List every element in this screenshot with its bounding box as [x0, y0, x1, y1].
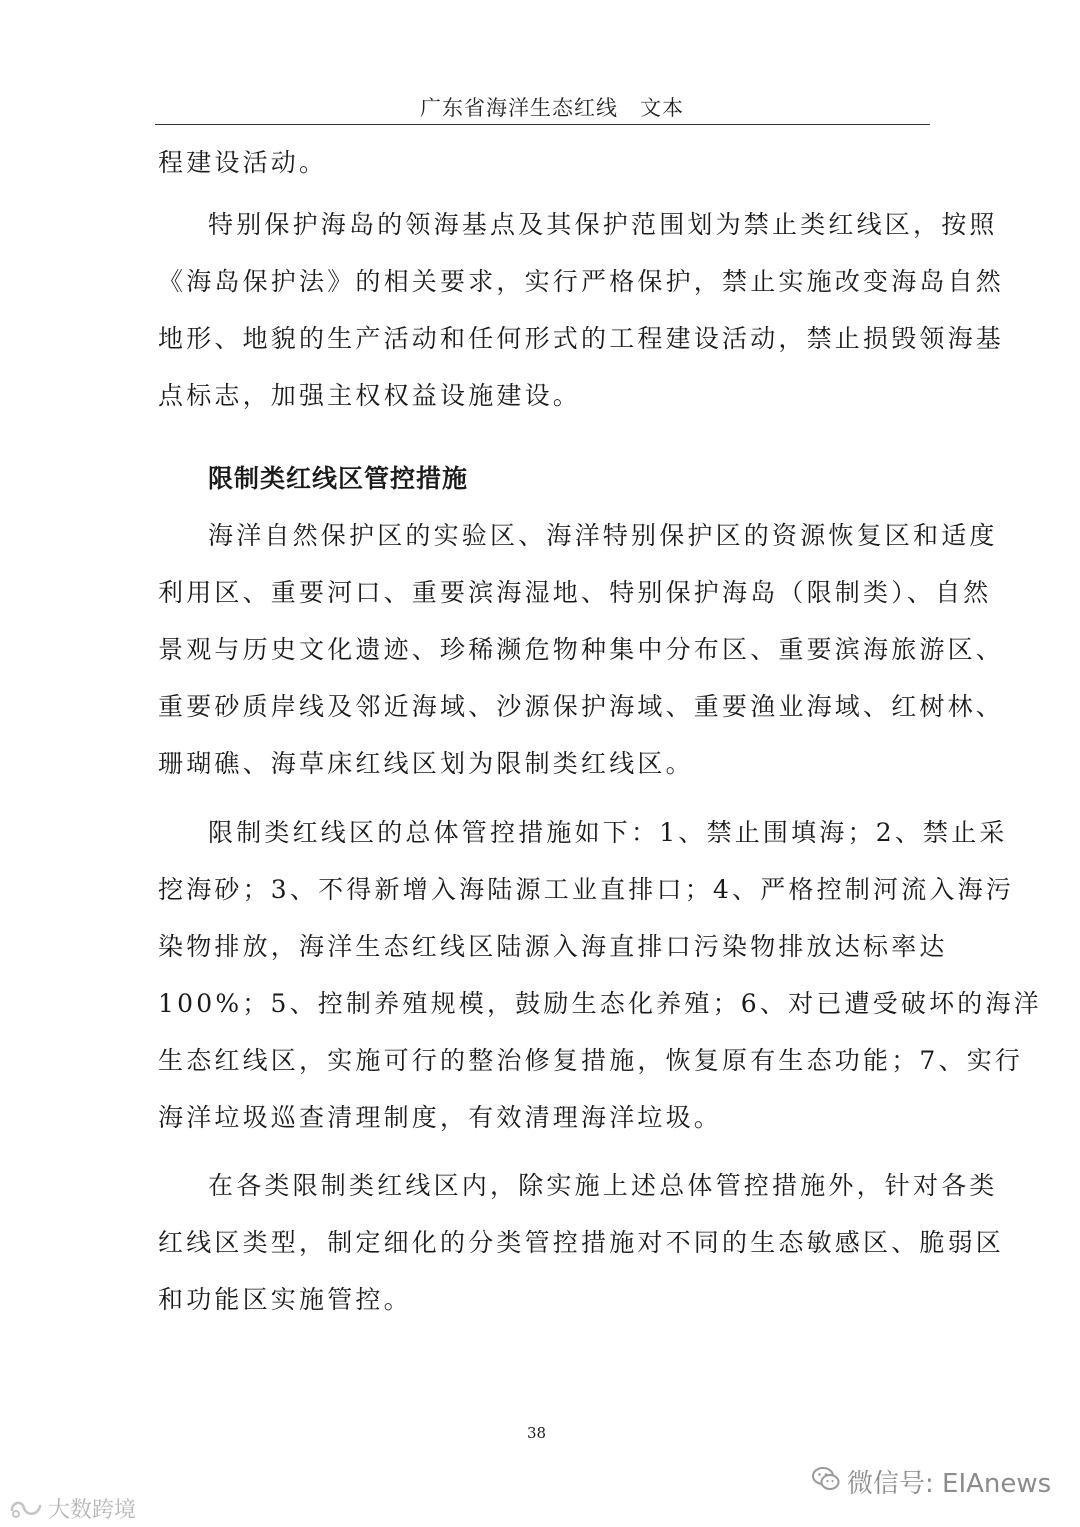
body-line: 特别保护海岛的领海基点及其保护范围划为禁止类红线区，按照	[208, 210, 998, 239]
body-line: 红线区类型，制定细化的分类管控措施对不同的生态敏感区、脆弱区	[158, 1228, 1005, 1257]
body-line: 程建设活动。	[158, 148, 328, 177]
header-subtitle: 文本	[640, 96, 684, 120]
body-line: 海洋垃圾巡查清理制度，有效清理海洋垃圾。	[158, 1103, 723, 1132]
header-title: 广东省海洋生态红线	[420, 96, 618, 120]
body-line: 海洋自然保护区的实验区、海洋特别保护区的资源恢复区和适度	[208, 521, 998, 550]
body-line: 重要砂质岸线及邻近海域、沙源保护海域、重要渔业海域、红树林、	[158, 692, 1005, 721]
body-line: 利用区、重要河口、重要滨海湿地、特别保护海岛（限制类）、自然	[158, 578, 992, 607]
brand-logo-icon	[8, 1496, 44, 1520]
page-number: 38	[527, 1424, 547, 1442]
body-line: 珊瑚礁、海草床红线区划为限制类红线区。	[158, 749, 694, 778]
body-line: 和功能区实施管控。	[158, 1285, 412, 1314]
body-line: 点标志，加强主权权益设施建设。	[158, 381, 582, 410]
body-line: 地形、地貌的生产活动和任何形式的工程建设活动，禁止损毁领海基	[158, 324, 1005, 353]
body-line: 染物排放，海洋生态红线区陆源入海直排口污染物排放达标率达	[158, 932, 948, 961]
body-line: 限制类红线区的总体管控措施如下：1、禁止围填海；2、禁止采	[208, 818, 1008, 847]
running-header	[420, 92, 684, 122]
section-heading: 限制类红线区管控措施	[208, 464, 469, 493]
body-line: 在各类限制类红线区内，除实施上述总体管控措施外，针对各类	[208, 1171, 998, 1200]
body-line: 《海岛保护法》的相关要求，实行严格保护，禁止实施改变海岛自然	[158, 267, 1005, 296]
body-line: 100%；5、控制养殖规模，鼓励生态化养殖；6、对已遭受破坏的海洋	[158, 989, 1042, 1018]
header-rule	[155, 124, 930, 125]
body-line: 挖海砂；3、不得新增入海陆源工业直排口；4、严格控制河流入海污	[158, 875, 1015, 904]
body-line: 景观与历史文化遗迹、珍稀濒危物种集中分布区、重要滨海旅游区、	[158, 635, 1005, 664]
wechat-icon	[812, 1466, 840, 1492]
wechat-watermark-label: 微信号: EIAnews	[847, 1469, 1052, 1499]
body-line: 生态红线区，实施可行的整治修复措施，恢复原有生态功能；7、实行	[158, 1046, 1024, 1075]
brand-watermark-label: 大数跨境	[48, 1498, 137, 1523]
